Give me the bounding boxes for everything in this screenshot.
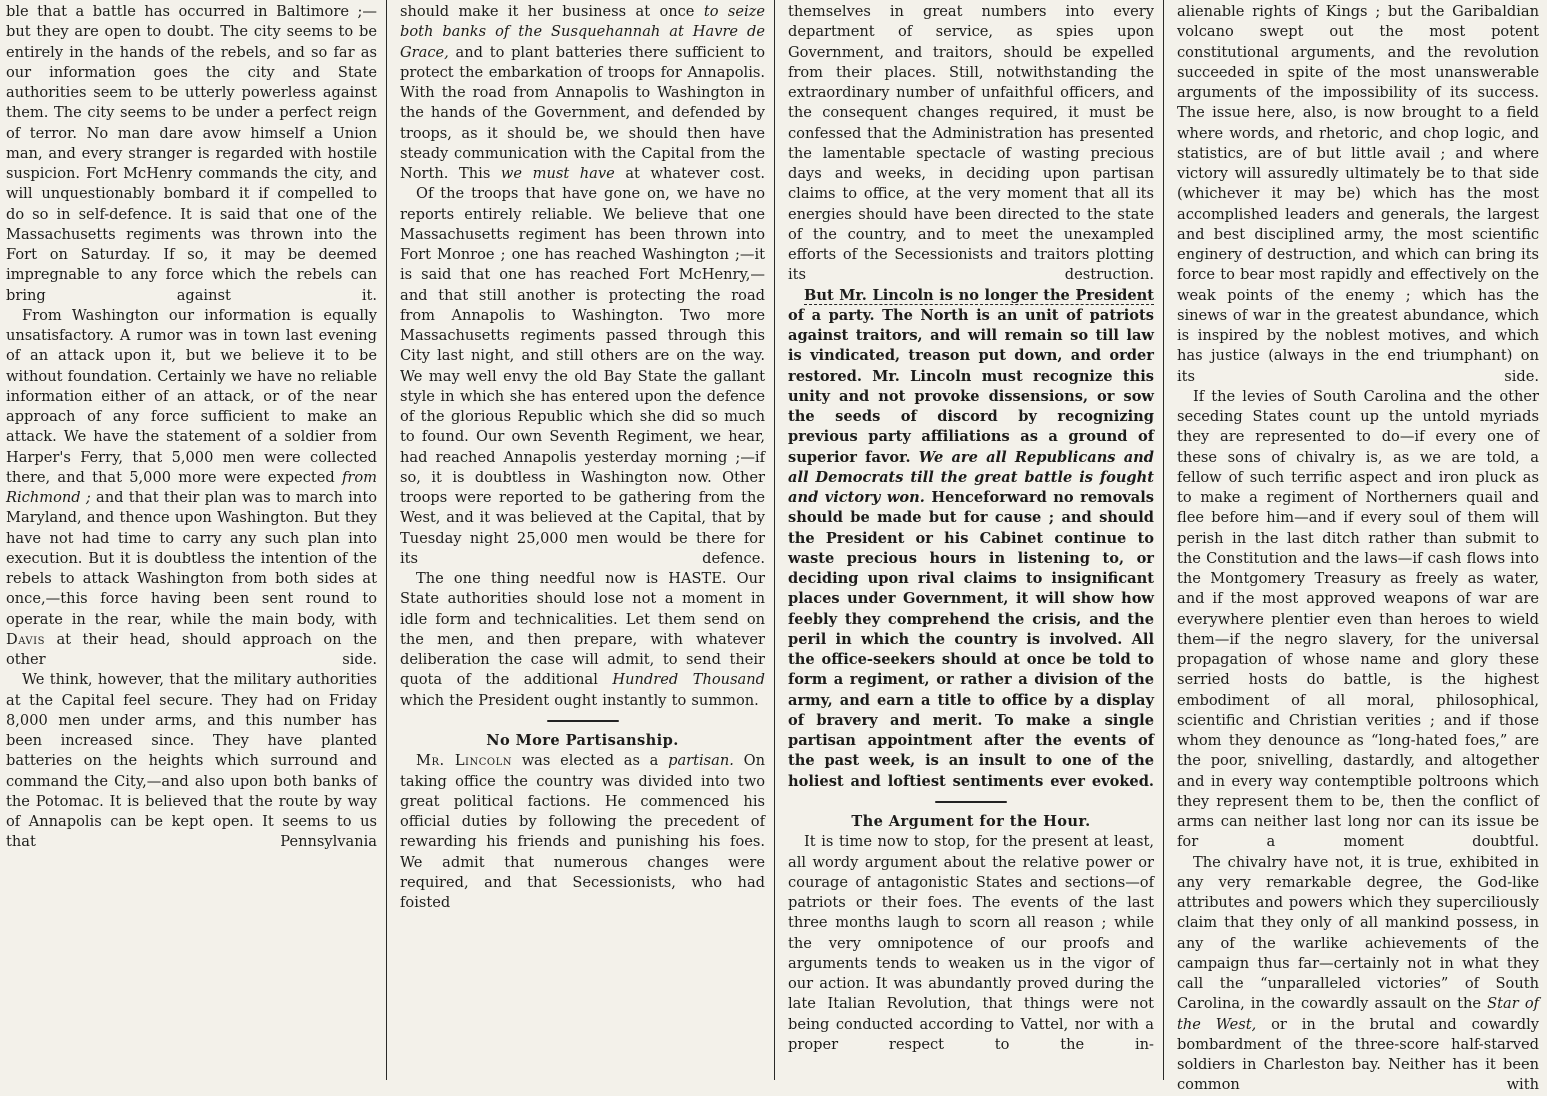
text-run: of a party. The North is an unit of patriots against traitors, and will remain so till law is vindicated, treason put down, and order restored. Mr. Lincoln must recognize this unity and not provoke dissensions, or sow the seeds of discord by recognizing previous party affiliations as a ground of superior favor. xyxy=(788,306,1154,466)
text-run: was elected as a xyxy=(511,752,669,770)
text-run: But Mr. Lincoln is no longer the President xyxy=(804,286,1154,304)
text-run: at their head, should approach on the other side. xyxy=(6,630,377,668)
column-rule xyxy=(774,0,775,1080)
paragraph: Of the troops that have gone on, we have no reports entirely reliable. We believe that one Massachusetts regiment has been thrown into Fort Monroe ; one has reached Washington ;—it is said that one has reached Fort McHenry,—and that still another is protecting the road from Annapolis to Washington. Two more Massachusetts regiments passed through this City last night, and still others are on the way. We may well envy the old Bay State the gallant style in which she has entered upon the defence of the glorious Republic which she did so much to found. Our own Seventh Regiment, we hear, had reached Annapolis yesterday morning ;—if so, it is doubtless in Washington now. Other troops were reported to be gathering from the West, and it was believed at the Capital, that by Tuesday night 25,000 men would be there for its defence. xyxy=(400,185,765,567)
text-run: The one thing needful now is HASTE. Our State authorities should lose not a moment in idle form and technicalities. Let them send on the men, and then prepare, with whatever deliberation the case will admit, to send their quota of the additional xyxy=(400,570,765,689)
column-rule xyxy=(386,0,387,1080)
text-run: Henceforward no removals should be made but for cause ; and should the President or his Cabinet continue to waste precious hours in listening to, or deciding upon rival claims to insignificant places under Government, it will show how feebly they comprehend the crisis, and the peril in which the country is involved. All the office-seekers should at once be told to form a regiment, or rather a division of the army, and earn a title to office by a display of bravery and merit. To make a single partisan appointment after the events of the past week, is an insult to one of the holiest and loftiest sentiments ever evoked. xyxy=(788,489,1154,790)
text-run: On taking office the country was divided into two great political factions. He commenced his official duties by following the precedent of rewarding his friends and punishing his foes. We admit that numerous changes were required, and that Secessionists, who had foisted xyxy=(400,752,765,911)
section-divider xyxy=(400,711,765,731)
paragraph: It is time now to stop, for the present at least, all wordy argument about the relative power or courage of antagonistic States and sections—of patriots or their foes. The events of the last three months laugh to scorn all reason ; while the very omnipotence of our proofs and arguments tends to weaken us in the vigor of our action. It was abundantly proved during the late Italian Revolution, that things were not being conducted according to Vattel, nor with a proper respect to the in- xyxy=(788,833,1154,1053)
text-run: From Washington our information is equally unsatisfactory. A rumor was in town last evening of an attack upon it, but we believe it to be without foundation. Certainly we have no reliable information either of an attack, or of the near approach of any force sufficient to make an attack. We have the statement of a soldier from Harper's Ferry, that 5,000 men were collected there, and that 5,000 more were expected xyxy=(6,306,377,486)
paragraph xyxy=(6,306,377,671)
article-heading: The Argument for the Hour. xyxy=(851,813,1091,830)
smallcaps-run: Davis xyxy=(6,630,45,648)
column-4 xyxy=(1165,2,1547,1094)
italic-run: Star of the West, xyxy=(1177,995,1540,1033)
column-1 xyxy=(0,2,385,1078)
text-run: or in the brutal and cowardly bombardment of the three-score half-starved soldiers in Charleston bay. Neither has it been common with xyxy=(1177,1015,1539,1094)
paragraph xyxy=(788,286,1154,792)
italic-run: We are all Republicans and all Democrats till the great battle is fought and victory won. xyxy=(788,448,1154,506)
text-run: and that their plan was to march into Maryland, and thence upon Washington. But they have not had time to carry any such plan into execution. But it is doubtless the intention of the rebels to attack Washington from both sides at once,—this force having been sent round to operate in the rear, while the main body, with xyxy=(6,489,377,628)
article-heading: No More Partisanship. xyxy=(486,732,679,749)
paragraph xyxy=(400,2,765,184)
paragraph: We think, however, that the military authorities at the Capital feel secure. They had on Friday 8,000 men under arms, and this number has been increased since. They have planted batteries on the heights which surround and command the City,—and also upon both banks of the Potomac. It is believed that the route by way of Annapolis can be kept open. It seems to us that Pennsylvania xyxy=(6,671,377,851)
text-run: should make it her business at once xyxy=(400,3,704,20)
text-run: and to plant batteries there sufficient to protect the embarkation of troops for Annapolis. With the road from Annapolis to Washington in the hands of the Government, and defended by troops, as it should be, we should then have steady communication with the Capital from the North. This xyxy=(400,43,765,182)
column-rule xyxy=(1163,0,1164,1080)
paragraph xyxy=(400,751,765,913)
italic-run: from Richmond ; xyxy=(6,468,377,506)
text-run: The chivalry have not, it is true, exhibited in any very remarkable degree, the God-like attributes and powers which they superciliously claim that they only of all mankind possess, in any of the warlike achievements of the campaign thus far—certainly not in what they call the “unparalleled victories” of South Carolina, in the cowardly assault on the xyxy=(1177,853,1539,1013)
italic-run: Hundred Thousand xyxy=(612,671,765,689)
paragraph: alienable rights of Kings ; but the Garibaldian volcano swept out the most potent constitutional arguments, and the revolution succeeded in spite of the most unanswerable arguments of the impossibility of its success. The issue here, also, is now brought to a field where words, and rhetoric, and chop logic, and statistics, are of but little avail ; and where victory will assuredly ultimately be to that side (whichever it may be) which has the most accomplished leaders and generals, the largest and best disciplined army, the most scientific enginery of destruction, and which can bring its force to bear most rapidly and effectively on the weak points of the enemy ; which has the sinews of war in the greatest abundance, which is inspired by the noblest motives, and which has justice (always in the end triumphant) on its side. xyxy=(1177,3,1539,385)
smallcaps-run: Mr. Lincoln xyxy=(416,752,512,770)
section-divider xyxy=(788,792,1154,812)
paragraph: ble that a battle has occurred in Baltimore ;— but they are open to doubt. The city seems to be entirely in the hands of the rebels, and so far as our information goes the city and State authorities seem to be utterly powerless against them. The city seems to be under a perfect reign of terror. No man dare avow himself a Union man, and every stranger is regarded with hostile suspicion. Fort McHenry commands the city, and will unquestionably bombard it if compelled to do so in self-defence. It is said that one of the Massachusetts regiments was thrown into the Fort on Saturday. If so, it may be deemed impregnable to any force which the rebels can bring against it. xyxy=(6,3,377,304)
paragraph: If the levies of South Carolina and the other seceding States count up the untold myriads they are represented to do—if every one of these sons of chivalry is, as we are told, a fellow of such terrific aspect and iron pluck as to make a regiment of Northerners quail and flee before him—and if every soul of them will perish in the last ditch rather than submit to the Constitution and the laws—if cash flows into the Montgomery Treasury as freely as water, and if the most approved weapons of war are everywhere plentier even than heroes to wield them—if the negro slavery, for the universal propagation of whose name and glory these serried hosts do battle, is the highest embodiment of all moral, philosophical, scientific and Christian verities ; and if those whom they denounce as “long-hated foes,” are the poor, snivelling, dastardly, and altogether and in every way contemptible poltroons which they represent them to be, then the conflict of arms can neither last long nor can its issue be for a moment doubtful. xyxy=(1177,387,1539,851)
text-run: at whatever cost. xyxy=(614,165,765,182)
italic-run: partisan. xyxy=(668,752,734,770)
paragraph xyxy=(400,569,765,711)
paragraph xyxy=(1177,853,1539,1096)
text-run: which the President ought instantly to summon. xyxy=(400,691,759,709)
column-3 xyxy=(776,2,1162,1078)
column-2 xyxy=(388,2,773,1078)
italic-run: we must have xyxy=(500,165,615,182)
paragraph: themselves in great numbers into every department of service, as spies upon Government, and traitors, should be expelled from their places. Still, notwithstanding the extraordinary number of unfaithful officers, and the consequent changes required, it must be confessed that the Administration has presented the lamentable spectacle of wasting precious days and weeks, in deciding upon partisan claims to office, at the very moment that all its energies should have been directed to the state of the country, and to meet the unexampled efforts of the Secessionists and traitors plotting its destruction. xyxy=(788,3,1154,284)
italic-run: to seize both banks of the Susquehannah at Havre de Grace, xyxy=(400,3,765,61)
